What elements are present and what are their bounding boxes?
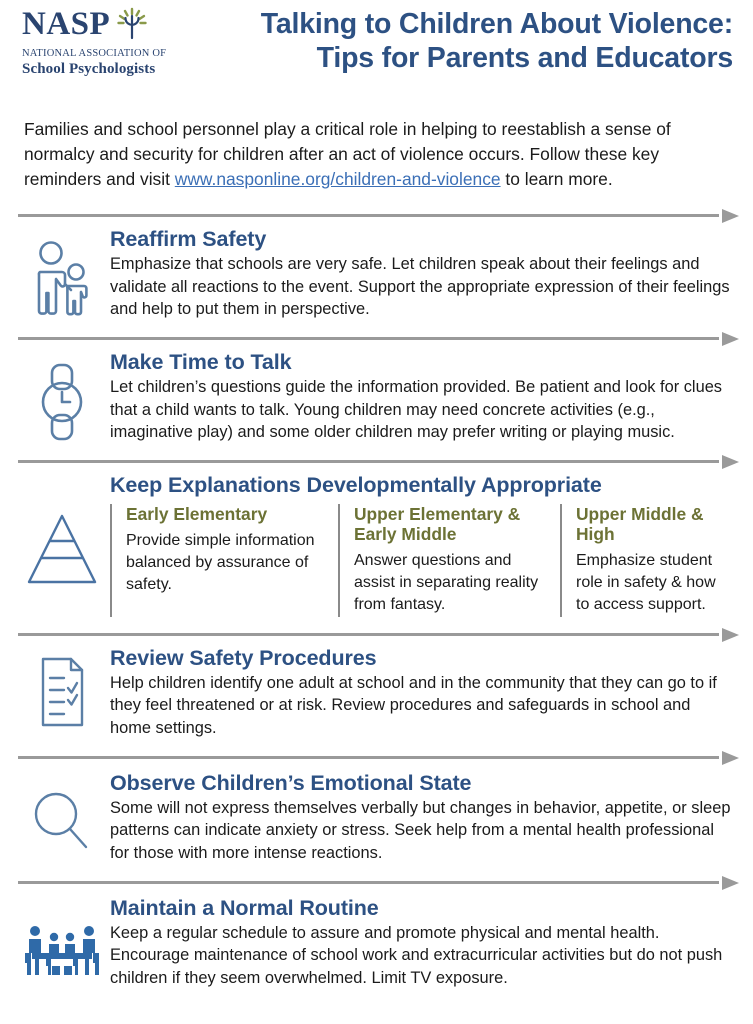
divider-arrow <box>14 332 739 346</box>
nasp-logo <box>14 6 192 78</box>
section-body <box>110 646 739 740</box>
intro-text-before: Families and school personnel play a critical role in helping to reestablish a sense of normalcy and security for children after an act of violence occurs. Follow these key reminders and visit <box>24 119 671 189</box>
arrow-shaft <box>18 460 719 463</box>
arrow-shaft <box>18 881 719 884</box>
arrow-shaft <box>18 214 719 217</box>
arrow-head-icon <box>722 455 739 469</box>
arrow-shaft <box>18 756 719 759</box>
arrow-shaft <box>18 633 719 636</box>
section-keep-explanations <box>14 469 739 617</box>
section-make-time-to-talk <box>14 346 739 444</box>
section-body <box>110 769 739 865</box>
logo-subtitle-line2: School Psychologists <box>22 61 156 77</box>
dev-column-text: Emphasize student role in safety & how to access support. <box>576 552 716 614</box>
page-title-line2: Tips for Parents and Educators <box>316 41 733 74</box>
logo-top-row <box>22 6 192 42</box>
section-text: Emphasize that schools are very safe. Let children speak about their feelings and validate all reactions to the event. Support the appropriate expression of their feelings and help to put them in perspective. <box>110 254 730 319</box>
checklist-document-icon <box>14 646 110 728</box>
section-reaffirm-safety <box>14 223 739 321</box>
section-text: Help children identify one adult at school and in the community that they can go to if they feel threatened or at risk. Review procedures and safeguards in school and home settings. <box>110 673 717 737</box>
section-text: Some will not express themselves verbally but changes in behavior, appetite, or sleep patterns can indicate anxiety or stress. Seek help from a mental health professional for those with more intense reactions. <box>110 798 731 862</box>
section-review-safety-procedures <box>14 642 739 740</box>
page-title <box>192 6 739 75</box>
section-title: Maintain a Normal Routine <box>110 895 379 920</box>
section-title: Make Time to Talk <box>110 349 292 374</box>
dev-column-title: Upper Middle & High <box>576 503 704 545</box>
psi-sunburst-icon <box>114 6 150 42</box>
dev-levels-columns <box>110 504 739 617</box>
page-title-line1: Talking to Children About Violence: <box>260 8 733 40</box>
adult-and-child-icon <box>14 227 110 319</box>
arrow-shaft <box>18 337 719 340</box>
dev-column-upper-elementary-early-middle <box>338 504 560 617</box>
section-text: Let children’s questions guide the information provided. Be patient and look for clues that a child wants to talk. Young children may need concrete activities (e.g., imaginative play) and some older children may prefer writing or playing music. <box>110 377 722 442</box>
nasponline-link[interactable]: www.nasponline.org/children-and-violence <box>174 168 501 189</box>
logo-wordmark: NASP <box>22 5 111 42</box>
section-body <box>110 227 739 321</box>
dev-column-title: Upper Elementary & Early Middle <box>354 503 521 545</box>
arrow-head-icon <box>722 332 739 346</box>
section-title: Keep Explanations Developmentally Appropriate <box>110 472 602 497</box>
section-text: Keep a regular schedule to assure and promote physical and mental health. Encourage maintenance of school work and extracurricular activities but do not push children if they seem overwhelmed. Limit TV exposure. <box>110 923 723 987</box>
section-maintain-normal-routine <box>14 890 739 990</box>
dev-column-early-elementary <box>110 504 338 617</box>
section-body <box>110 350 739 444</box>
section-body <box>110 894 739 990</box>
divider-arrow <box>14 751 739 765</box>
logo-subtitle-line1: NATIONAL ASSOCIATION OF <box>22 48 167 59</box>
dev-column-title: Early Elementary <box>126 503 268 524</box>
dev-levels-row <box>14 504 739 617</box>
section-title: Observe Children’s Emotional State <box>110 770 472 795</box>
wristwatch-icon <box>14 350 110 442</box>
dev-column-upper-middle-high <box>560 504 739 617</box>
intro-text-after: to learn more. <box>500 168 613 189</box>
section-title: Reaffirm Safety <box>110 226 267 251</box>
section-observe-emotional-state <box>14 765 739 865</box>
magnifying-glass-icon <box>14 769 110 853</box>
family-at-table-icon <box>14 894 110 978</box>
divider-arrow <box>14 628 739 642</box>
arrow-head-icon <box>722 628 739 642</box>
divider-arrow <box>14 455 739 469</box>
page-header <box>14 0 739 92</box>
arrow-head-icon <box>722 209 739 223</box>
arrow-head-icon <box>722 876 739 890</box>
pyramid-icon <box>14 504 110 590</box>
intro-paragraph <box>14 109 739 191</box>
divider-arrow <box>14 209 739 223</box>
arrow-head-icon <box>722 751 739 765</box>
dev-column-text: Provide simple information balanced by assurance of safety. <box>126 532 315 594</box>
dev-column-text: Answer questions and assist in separating reality from fantasy. <box>354 552 539 614</box>
divider-arrow <box>14 876 739 890</box>
section-title: Review Safety Procedures <box>110 645 377 670</box>
